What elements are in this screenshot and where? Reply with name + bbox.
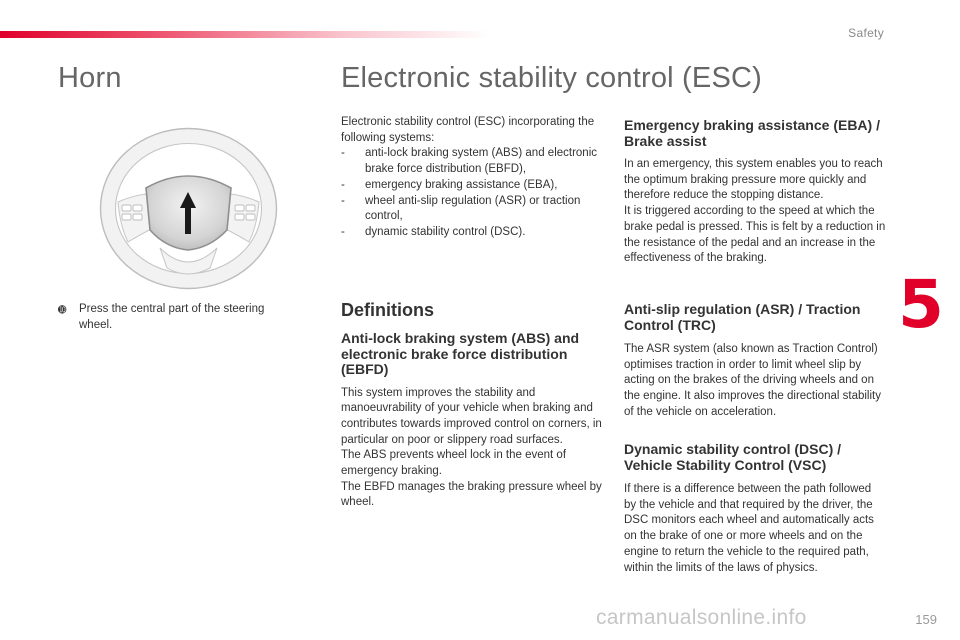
esc-title: Electronic stability control (ESC) — [341, 62, 762, 94]
esc-intro-text: Electronic stability control (ESC) incorporating the following systems: — [341, 116, 595, 144]
header-accent-bar — [0, 31, 490, 38]
esc-systems-list — [341, 146, 603, 240]
section-label: Safety — [848, 26, 884, 40]
horn-title: Horn — [58, 62, 122, 94]
arrow-bullet-icon: ➓ — [58, 305, 67, 316]
asr-heading: Anti-slip regulation (ASR) / Traction Control (TRC) — [624, 301, 861, 333]
list-item: - wheel anti-slip regulation (ASR) or traction control, — [341, 194, 581, 223]
eba-paragraph: It is triggered according to the speed at which the brake pedal is pressed. This is felt by a reduction in the resistance of the pedal and an increase in the effectiveness of the braking. — [624, 205, 886, 265]
abs-paragraph: The ABS prevents wheel lock in the event of emergency braking. — [341, 449, 567, 478]
esc-intro — [341, 115, 603, 241]
abs-paragraph: This system improves the stability and manoeuvrability of your vehicle when braking and contributes towards improved control on corners, in particular on poor or slippery road surfaces. — [341, 386, 602, 446]
abs-section — [341, 331, 603, 511]
dsc-paragraph: If there is a difference between the path followed by the vehicle and that required by the driver, the DSC monitors each wheel and automatically acts on the brake of one or more wheels and on the engine to return the vehicle to the required path, within the limits of the laws of physics. — [624, 483, 874, 574]
watermark: carmanualsonline.info — [596, 606, 807, 629]
list-item: - emergency braking assistance (EBA), — [341, 178, 558, 191]
list-item: - anti-lock braking system (ABS) and electronic brake force distribution (EBFD), — [341, 147, 598, 176]
dsc-section — [624, 442, 886, 576]
list-item: - dynamic stability control (DSC). — [341, 225, 526, 238]
steering-wheel-illustration — [98, 126, 279, 291]
eba-paragraph: In an emergency, this system enables you to reach the optimum braking pressure more quickly and therefore reduce the stopping distance. — [624, 158, 883, 202]
horn-instruction — [58, 302, 290, 333]
eba-heading: Emergency braking assistance (EBA) / Brake assist — [624, 117, 880, 149]
asr-paragraph: The ASR system (also known as Traction Control) optimises traction in order to limit wheel slip by acting on the brakes of the driving wheels and on the engine. It also improves the directional stability of the vehicle on acceleration. — [624, 343, 881, 418]
page-number: 159 — [915, 612, 937, 627]
horn-instruction-text: Press the central part of the steering wheel. — [79, 303, 265, 331]
definitions-heading: Definitions — [341, 300, 434, 320]
asr-section — [624, 302, 886, 421]
chapter-number: 5 — [898, 266, 944, 343]
dsc-heading: Dynamic stability control (DSC) / Vehicle Stability Control (VSC) — [624, 441, 842, 473]
eba-section — [624, 118, 886, 267]
abs-heading: Anti-lock braking system (ABS) and electronic brake force distribution (EBFD) — [341, 330, 580, 377]
abs-paragraph: The EBFD manages the braking pressure wheel by wheel. — [341, 480, 602, 509]
